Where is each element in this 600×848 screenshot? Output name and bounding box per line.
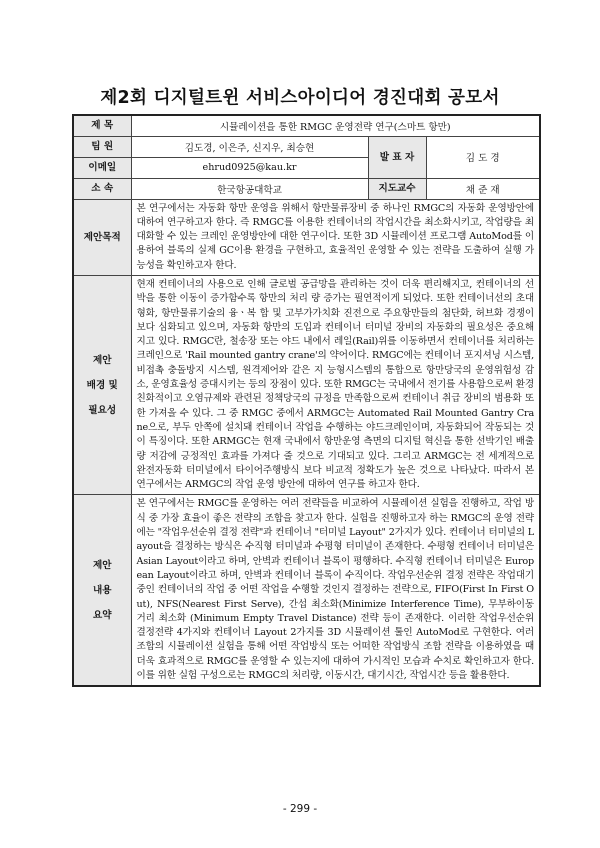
presenter-label: 발 표 자 [368, 136, 426, 178]
purpose-label: 제안목적 [73, 199, 131, 275]
advisor-value: 채 준 재 [426, 178, 540, 199]
background-label [73, 275, 131, 494]
background-text: 현재 컨테이너의 사용으로 인해 글로벌 공급망을 관리하는 것이 더욱 편리해지고, 컨테이너의 선박을 통한 이동이 증가함수록 항만의 처리 량 증가는 필연적이게 되었다. 또한 컨테이너선의 초대형화, 항만물류기술의 융ㆍ복 합 및 고부가가치화 진전으로 주요항만들의 첨단화, 허브화 경쟁이 보다 심화되고 있으며, 자동화 항만의 도입과 컨테이너 터미널 장비의 자동화의 필요성은 중요해지고 있다. RMGC란, 철송장 또는 야드 내에서 레일(Rail)위를 이동하면서 컨테이너를 처리하는 크레인으로 'Rail mounted gantry crane'의 약어이다. RMGC에는 컨테이너 포지셔닝 시스템, 비접촉 충돌방지 시스템, 원격제어와 같은 지 능형시스템의 통합으로 항만당국의 운영위험성 감소, 운영효율성 증대시키는 등의 장점이 있다. 또한 RMGC는 국내에서 전기를 사용함으로써 환경 친화적이고 오염규제와 관련된 정책당국의 규정을 만족함으로써 컨테이너 취급 장비의 범용화 또한 가져올 수 있다. 그 중 RMGC 중에서 ARMGC는 Automated Rail Mounted Gantry Crane으로, 부두 안쪽에 설치돼 컨테이너 작업을 수행하는 야드크레인이며, 자동화되어 작동되는 것이 특징이다. 또한 ARMGC는 현재 국내에서 항만운영 측면의 디지털 혁신을 통한 선박기인 배출량 저감에 긍정적인 효과를 가져다 줄 것으로 기대되고 있다. 그리고 ARMGC는 전 세계적으로 완전자동화 터미널에서 타이어주행방식 보다 비교적 정확도가 높은 것으로 나타났다. 따라서 본 연구에서는 ARMGC의 작업 운영 방안에 대하여 연구를 하고자 한다. [131, 275, 540, 494]
subject-label: 제 목 [73, 115, 131, 136]
page-title: 제2회 디지털트윈 서비스아이디어 경진대회 공모서 [100, 88, 500, 108]
summary-label-line1: 제안 [92, 559, 112, 571]
summary-label-line3: 요약 [92, 609, 112, 621]
advisor-label: 지도교수 [368, 178, 426, 199]
presenter-value: 김 도 경 [426, 136, 540, 178]
summary-label [73, 495, 131, 686]
summary-label-line2: 내용 [92, 584, 112, 596]
background-label-line2: 배경 및 [86, 379, 118, 391]
background-label-line3: 필요성 [88, 404, 117, 416]
email-value: ehrud0925@kau.kr [131, 157, 368, 178]
team-value: 김도경, 이은주, 신지우, 최승현 [131, 136, 368, 157]
affiliation-value: 한국항공대학교 [131, 178, 368, 199]
subject-value: 시뮬레이션을 통한 RMGC 운영전략 연구(스마트 항만) [131, 115, 540, 136]
application-form [72, 114, 541, 687]
background-label-line1: 제안 [92, 354, 112, 366]
affiliation-label: 소 속 [73, 178, 131, 199]
purpose-text: 본 연구에서는 자동화 항만 운영을 위해서 항만물류장비 중 하나인 RMGC의 자동화 운영방안에 대하여 연구하고자 한다. 즉 RMGC를 이용한 컨테이너의 작업시간을 최소화시키고, 작업량을 최대화할 수 있는 크레인 운영방안에 대한 연구이다. 또한 3D 시뮬레이션 프로그램 AutoMod를 이용하여 블록의 실제 GC이용 환경을 구현하고, 효율적인 운영할 수 있는 전략을 도출하여 실행 가능성을 확인하고자 한다. [131, 199, 540, 275]
summary-text: 본 연구에서는 RMGC를 운영하는 여러 전략들을 비교하여 시뮬레이션 실험을 진행하고, 작업 방식 중 가장 효율이 좋은 전략의 조합을 찾고자 한다. 실험을 진행하고자 하는 RMGC의 운영 전략에는 "작업우선순위 결정 전략"과 컨테이너 "터미널 Layout" 2가지가 있다. 컨테이너 터미널의 Layout을 결정하는 방식은 수직형 터미널과 수평형 터미널이 존재한다. 수평형 컨테이너 터미널은 Asian Layout이라고 하며, 안벽과 컨테이너 블록이 평행하다. 수직형 컨테이너 터미널은 European Layout이라고 하며, 안벽과 컨테이너 블록이 수직이다. 작업우선순위 결정 전략은 작업대기 중인 컨테이너의 작업 중 어떤 작업을 수행할 것인지 결정하는 전략으로, FIFO(First In First Out), NFS(Nearest First Serve), 간섭 최소화(Minimize Interference Time), 무부하이동 거리 최소화 (Minimum Empty Travel Distance) 전략 등이 존재한다. 이러한 작업우선순위 결정전략 4가지와 컨테이너 Layout 2가지를 3D 시뮬레이션 툴인 AutoMod로 구현한다. 여러 조합의 시뮬레이션 실험을 통해 어떤 작업방식 또는 어떠한 작업방식 조합 전략을 이용하였을 때 더욱 효과적으로 RMGC를 운영할 수 있는지에 대하여 가시적인 모습과 수치로 확인하고자 한다. 이를 위한 실험 구성으로는 RMGC의 처리량, 이동시간, 대기시간, 작업시간 등을 활용한다. [131, 495, 540, 686]
page-number: - 299 - [282, 803, 318, 815]
team-label: 팀 원 [73, 136, 131, 157]
email-label: 이메일 [73, 157, 131, 178]
